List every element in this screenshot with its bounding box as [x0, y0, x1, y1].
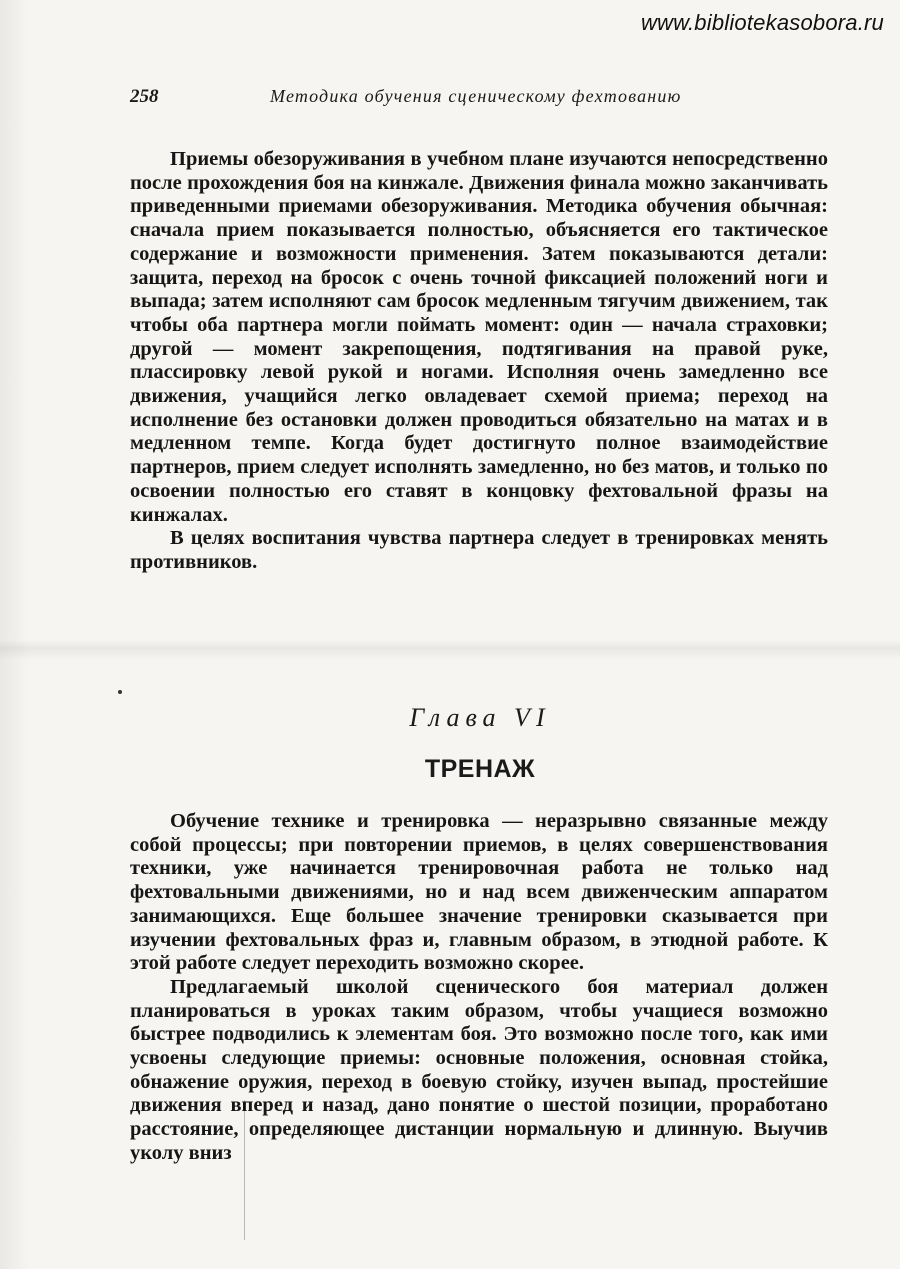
site-watermark[interactable]: www.bibliotekasobora.ru [640, 10, 884, 35]
paragraph: В целях воспитания чувства партнера следует в тренировках менять противников. [130, 527, 828, 573]
paragraph: Предлагаемый школой сценического боя материал должен планироваться в уроках таким образом, чтобы учащиеся возможно быстрее подводились к элементам боя. Это возможно после того, как ими усвоены следующие приемы: основные положения, основная стойка, обнажение оружия, переход в боевую стойку, изучен выпад, простейшие движения вперед и назад, дано понятие о шестой позиции, проработано расстояние, определяющее дистанции нормальную и длинную. Выучив уколу вниз [130, 975, 828, 1164]
chapter-label: Глава VI [409, 703, 551, 732]
page-number: 258 [130, 86, 159, 107]
chapter-title: ТРЕНАЖ [424, 755, 536, 783]
running-title: Методика обучения сценическому фехтованию [270, 86, 682, 106]
running-header [130, 86, 830, 114]
scan-speck [118, 690, 122, 694]
section-training-text [130, 810, 828, 1166]
paragraph: Приемы обезоруживания в учебном плане изучаются непосредственно после прохождения боя на кинжале. Движения финала можно заканчивать приведенными приемами обезоруживания. Методика обучения обычная: сначала прием показывается полностью, объясняется его тактическое содержание и возможности применения. Затем показываются детали: защита, переход на бросок с очень точной фиксацией положений ноги и выпада; затем исполняют сам бросок медленным тягучим движением, так чтобы оба партнера могли поймать момент: один — начала страховки; другой — момент закрепощения, подтягивания на правой руке, плассировку левой рукой и ногами. Исполняя очень замедленно все движения, учащийся легко овладевает схемой приема; переход на исполнение без остановки должен проводиться обязательно на матах и в медленном темпе. Когда будет достигнуто полное взаимодействие партнеров, прием следует исполнять замедленно, но без матов, и только по освоении полностью его ставят в концовку фехтовальной фразы на кинжалах. [130, 148, 828, 526]
section-disarming-text [130, 148, 828, 575]
scan-binding-line [244, 1100, 245, 1240]
paragraph: Обучение технике и тренировка — неразрывно связанные между собой процессы; при повторении приемов, в целях совершенствования техники, уже начинается тренировочная работа не только над фехтовальными движениями, но и над всем движенческим аппаратом занимающихся. Еще большее значение тренировки сказывается при изучении фехтовальных фраз и, главным образом, в этюдной работе. К этой работе следует переходить возможно скорее. [130, 810, 828, 975]
